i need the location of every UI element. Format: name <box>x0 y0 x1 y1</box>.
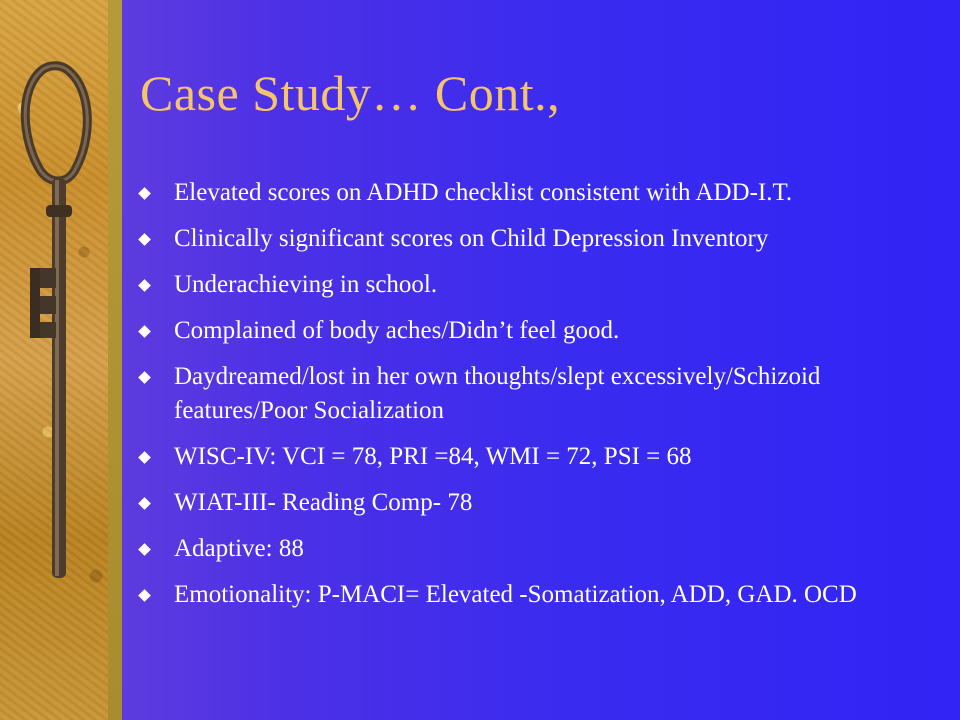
bullet-text: WIAT-III- Reading Comp- 78 <box>174 489 473 516</box>
bullet-text: Daydreamed/lost in her own thoughts/slept excessively/Schizoid features/Poor Socialization <box>174 363 821 424</box>
diamond-bullet-icon <box>138 279 151 292</box>
list-item <box>140 222 940 256</box>
list-item <box>140 268 940 302</box>
diamond-bullet-icon <box>138 451 151 464</box>
bullet-text: Elevated scores on ADHD checklist consistent with ADD-I.T. <box>174 179 793 206</box>
bullet-text: Adaptive: 88 <box>174 535 304 562</box>
diamond-bullet-icon <box>138 233 151 246</box>
key-image-panel <box>0 0 120 720</box>
antique-key-icon <box>0 0 120 720</box>
diamond-bullet-icon <box>138 371 151 384</box>
list-item <box>140 314 940 348</box>
list-item <box>140 440 940 474</box>
diamond-bullet-icon <box>138 497 151 510</box>
list-item <box>140 360 940 428</box>
list-item <box>140 486 940 520</box>
bullet-text: Complained of body aches/Didn’t feel good. <box>174 317 620 344</box>
bullet-text: Emotionality: P-MACI= Elevated -Somatization, ADD, GAD. OCD <box>174 581 857 608</box>
slide-title: Case Study… Cont., <box>140 65 561 121</box>
list-item <box>140 176 940 210</box>
list-item <box>140 532 940 566</box>
diamond-bullet-icon <box>138 325 151 338</box>
diamond-bullet-icon <box>138 589 151 602</box>
diamond-bullet-icon <box>138 543 151 556</box>
bullet-list <box>140 176 940 624</box>
bullet-text: Clinically significant scores on Child Depression Inventory <box>174 225 769 252</box>
bullet-text: Underachieving in school. <box>174 271 438 298</box>
bullet-text: WISC-IV: VCI = 78, PRI =84, WMI = 72, PSI = 68 <box>174 443 692 470</box>
diamond-bullet-icon <box>138 187 151 200</box>
list-item <box>140 578 940 612</box>
